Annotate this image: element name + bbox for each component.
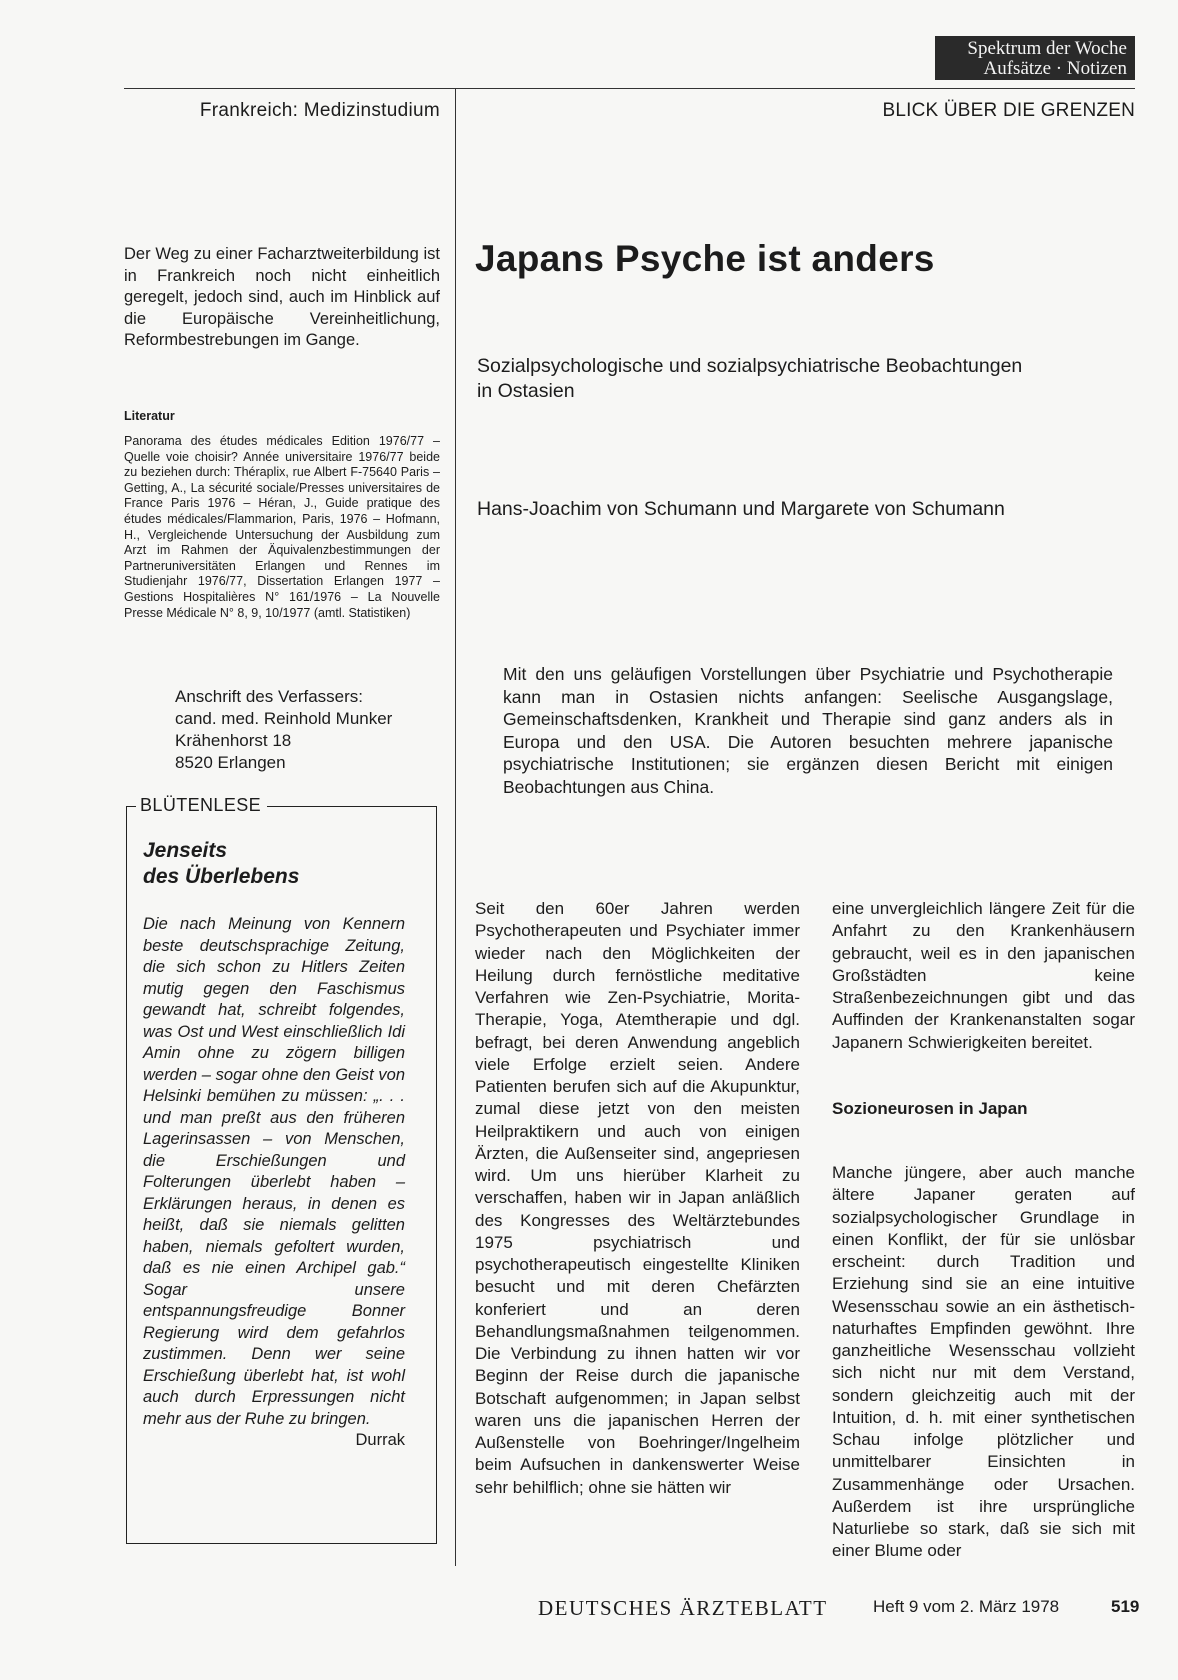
footer-magazine: DEUTSCHES ÄRZTEBLATT — [538, 1596, 828, 1620]
literature-list: Panorama des études médicales Edition 1976/77 – Quelle voie choisir? Année universitaire 1976/77 beide zu beziehen durch: Théraplix, rue Albert F-75640 Paris – Getting, A., La sécurité sociale/Presses universitaires de France Paris 1976 – Héran, J., Guide pratique des études médicales/Flammarion, Paris, 1976 – Hofmann, H., Vergleichende Untersuchung der Ausbildung zum Arzt im Rahmen der Äquivalenzbestimmungen der Partneruniversitäten Erlangen und Rennes im Studienjahr 1976/77, Dissertation Erlangen 1977 – Gestions Hospitalières N° 161/1976 – La Nouvelle Presse Médicale N° 8, 9, 10/1977 (amtl. Statistiken) — [124, 434, 440, 620]
sidebar-box-heading — [143, 838, 413, 890]
footer-issue: Heft 9 vom 2. März 1978 — [873, 1597, 1060, 1616]
address-line: 8520 Erlangen — [175, 753, 286, 772]
body-column-1: Seit den 60er Jahren werden Psychotherapeuten und Psychiater immer wieder nach den Möglichkeiten der Heilung durch fernöstliche meditative Verfahren wie Zen-Psychiatrie, Morita-Therapie, Yoga, Atemtherapie und dgl. befragt, bei deren Anwendung angeblich viele Erfolge erzielt seien. Andere Patienten berufen sich auf die Akupunktur, zumal diese jetzt von den meisten Heilpraktikern und auch von einigen Ärzten, die Außenseiter sind, angepriesen wird. Um uns hierüber Klarheit zu verschaffen, haben wir in Japan anläßlich des Kongresses des Weltärztebundes 1975 psychiatrisch und psychotherapeutisch eingestellte Kliniken besucht und mit deren Chefärzten konferiert und an deren Behandlungsmaßnahmen teilgenommen. Die Verbindung zu ihnen hatten wir vor Beginn der Reise durch die japanische Botschaft aufgenommen; in Japan selbst waren uns die japanischen Herren der Außenstelle von Boehringer/Ingelheim beim Aufsuchen in dankenswerter Weise sehr behilflich; ohne sie hätten wir — [475, 899, 800, 1497]
sidebar-heading-line: Jenseits — [143, 839, 228, 862]
top-rule — [124, 88, 1135, 89]
sidebar-quote: Die nach Meinung von Kennern beste deutschsprachige Zeitung, die sich schon zu Hitlers Zeiten mutig gegen den Faschismus gewandt hat, schreibt folgendes, was Ost und West einschließlich Idi Amin ohne zu zögern billigen werden – sogar ohne den Geist von Helsinki bemühen zu müssen: „. . . und man preßt aus den früheren Lagerinsassen – von Menschen, die Erschießungen und Folterungen überlebt haben – Erklärungen heraus, in denen es heißt, daß sie niemals gelitten haben, niemals gefoltert wurden, daß es nie einen Archipel gab.“ Sogar unsere entspannungsfreudige Bonner Regierung wird dem gefahrlos zustimmen. Denn wer seine Erschießung überlebt hat, ist wohl auch durch Erpressungen nicht mehr aus der Ruhe zu bringen. — [143, 915, 405, 1428]
sidebar-box-text — [143, 914, 405, 1452]
address-line: Krähenhorst 18 — [175, 731, 292, 750]
article-title: Japans Psyche ist anders — [475, 238, 935, 279]
section-tag-line1: Spektrum der Woche — [967, 38, 1127, 59]
footer-page-number: 519 — [1111, 1597, 1140, 1616]
address-line: Anschrift des Verfassers: — [175, 687, 364, 706]
address-line: cand. med. Reinhold Munker — [175, 709, 393, 728]
section-tag — [935, 36, 1135, 80]
article-subtitle — [477, 354, 1137, 404]
subtitle-line: in Ostasien — [477, 380, 575, 402]
author-address — [175, 686, 445, 774]
sidebar-heading-line: des Überlebens — [143, 865, 300, 888]
left-section-title: Frankreich: Medizinstudium — [199, 100, 440, 121]
body-paragraph: eine unvergleichlich längere Zeit für die Anfahrt zu den Krankenhäusern gebraucht, weil es in den japanischen Großstädten keine Straßenbezeichnungen gibt und das Auffinden der Krankenanstalten sogar Japanern Schwierigkeiten bereitet. — [832, 899, 1135, 1052]
body-column-2 — [832, 898, 1135, 1563]
column-divider — [455, 88, 456, 1566]
sidebar-signature: Durrak — [355, 1431, 405, 1449]
body-paragraph: Manche jüngere, aber auch manche ältere Japaner geraten auf sozialpsychologischer Grundlage in einen Konflikt, der für sie unlösbar erscheint: durch Tradition und Erziehung sind sie an eine intuitive Wesensschau sowie an ein ästhetisch-naturhaftes Empfinden gewöhnt. Ihre ganzheitliche Wesensschau vollzieht sich nicht nur mit dem Verstand, sondern gleichzeitig auch mit der Intuition, d. h. mit einer synthetischen Schau infolge plötzlicher und unmittelbarer Einsichten in Zusammenhänge oder Ursachen. Außerdem ist ihre ursprüngliche Naturliebe so stark, daß sie sich mit einer Blume oder — [832, 1163, 1135, 1561]
body-subheading: Sozioneurosen in Japan — [832, 1098, 1028, 1118]
right-section-title: BLICK ÜBER DIE GRENZEN — [882, 100, 1135, 121]
article-authors: Hans-Joachim von Schumann und Margarete von Schumann — [477, 498, 1005, 520]
section-tag-line2: Aufsätze · Notizen — [983, 58, 1127, 79]
subtitle-line: Sozialpsychologische und sozialpsychiatrische Beobachtungen — [477, 355, 1023, 377]
left-article-conclusion: Der Weg zu einer Facharztweiterbildung ist in Frankreich noch nicht einheitlich geregelt, jedoch sind, auch im Hinblick auf die Europäische Vereinheitlichung, Reformbestrebungen im Gange. — [124, 245, 440, 349]
literature-heading: Literatur — [124, 409, 175, 423]
article-abstract: Mit den uns geläufigen Vorstellungen über Psychiatrie und Psychotherapie kann man in Ostasien nichts anfangen: Seelische Ausgangslage, Gemeinschaftsdenken, Krankheit und Therapie sind ganz anders als in Europa und den USA. Die Autoren besuchten mehrere japanische psychiatrische Institutionen; sie ergänzen diesen Bericht mit einigen Beobachtungen aus China. — [503, 664, 1113, 797]
sidebar-box-label: BLÜTENLESE — [136, 795, 267, 816]
